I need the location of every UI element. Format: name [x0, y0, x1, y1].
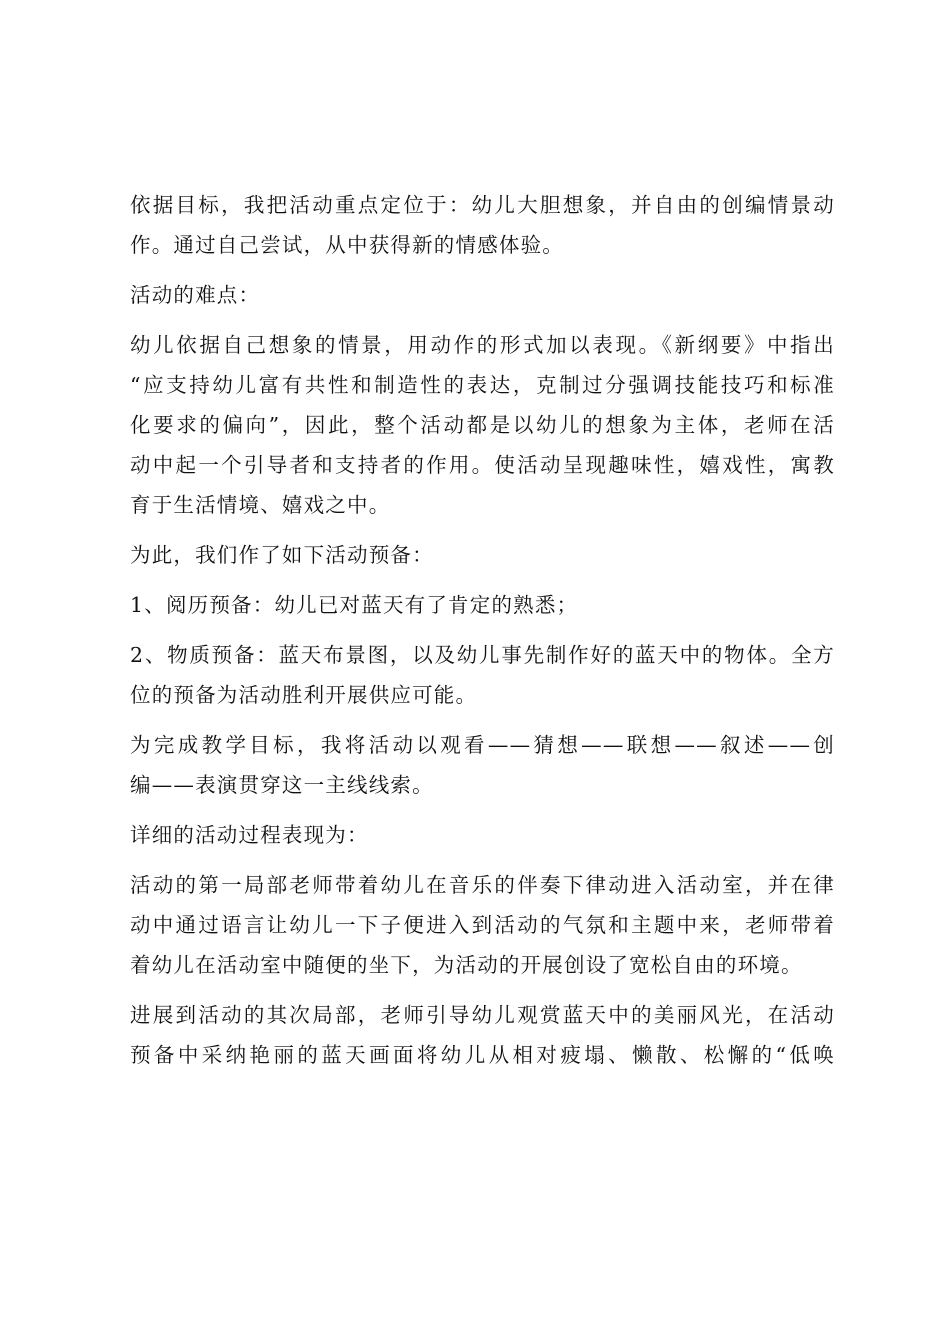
paragraph	[130, 535, 835, 575]
text-line: 着幼儿在活动室中随便的坐下，为活动的开展创设了宽松自由的环境。	[130, 953, 803, 977]
text-line: 活动的第一局部老师带着幼儿在音乐的伴奏下律动进入活动室，并在律	[130, 873, 835, 897]
text-line: “应支持幼儿富有共性和制造性的表达，克制过分强调技能技巧和标准	[130, 373, 835, 397]
paragraph	[130, 275, 835, 315]
section-heading: 活动的难点：	[130, 283, 261, 307]
document-body	[130, 185, 835, 1075]
paragraph	[130, 815, 835, 855]
paragraph	[130, 725, 835, 805]
text-line: 化要求的偏向”，因此，整个活动都是以幼儿的想象为主体，老师在活	[130, 413, 835, 437]
text-line: 预备中采纳艳丽的蓝天画面将幼儿从相对疲塌、懒散、松懈的“低唤	[130, 1043, 835, 1067]
text-line: 动中起一个引导者和支持者的作用。使活动呈现趣味性，嬉戏性，寓教	[130, 453, 835, 477]
paragraph	[130, 585, 835, 625]
text-line: 幼儿依据自己想象的情景，用动作的形式加以表现。《新纲要》中指出	[130, 333, 835, 357]
text-line: 为此，我们作了如下活动预备：	[130, 543, 434, 567]
text-line: 位的预备为活动胜利开展供应可能。	[130, 683, 478, 707]
paragraph	[130, 635, 835, 715]
text-line: 动中通过语言让幼儿一下子便进入到活动的气氛和主题中来，老师带着	[130, 913, 835, 937]
text-line: 进展到活动的其次局部，老师引导幼儿观赏蓝天中的美丽风光，在活动	[130, 1003, 835, 1027]
text-line: 作。通过自己尝试，从中获得新的情感体验。	[130, 233, 564, 257]
text-line: 育于生活情境、嬉戏之中。	[130, 493, 391, 517]
paragraph	[130, 325, 835, 525]
list-item: 2、物质预备：蓝天布景图，以及幼儿事先制作好的蓝天中的物体。全方	[130, 643, 835, 667]
paragraph	[130, 865, 835, 985]
text-line: 为完成教学目标，我将活动以观看——猜想——联想——叙述——创	[130, 733, 835, 757]
paragraph	[130, 995, 835, 1075]
text-line: 依据目标，我把活动重点定位于：幼儿大胆想象，并自由的创编情景动	[130, 193, 835, 217]
paragraph	[130, 185, 835, 265]
text-line: 详细的活动过程表现为：	[130, 823, 369, 847]
text-line: 编——表演贯穿这一主线线索。	[130, 773, 434, 797]
list-item: 1、阅历预备：幼儿已对蓝天有了肯定的熟悉；	[130, 593, 579, 617]
